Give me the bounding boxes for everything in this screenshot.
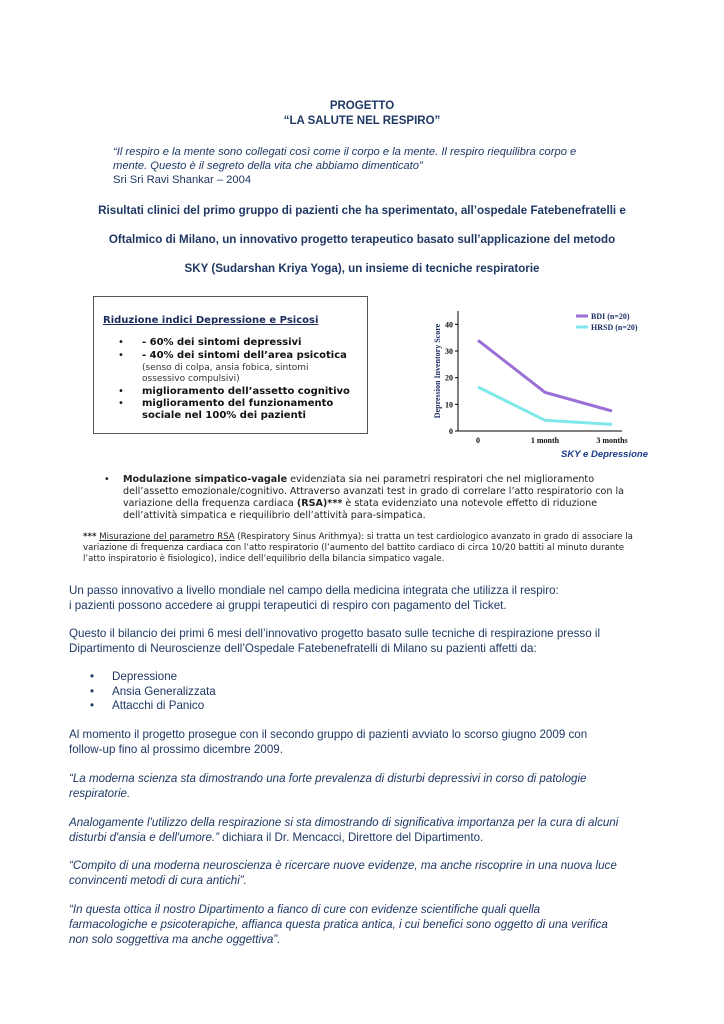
- paragraph-3-line-1: Al momento il progetto prosegue con il secondo gruppo di pazienti avviato lo scorso giugno 2009 con: [69, 728, 588, 741]
- quote-4-line-3: non solo soggettiva ma anche oggettiva”.: [69, 933, 281, 946]
- bullet-dot: •: [118, 350, 124, 361]
- modulation-line-1: Modulazione simpatico-vagale evidenziata sia nei parametri respiratori che nel miglioramento: [123, 474, 595, 485]
- quote-2-line-1: Analogamente l'utilizzo della respirazione si sta dimostrando di significativa importanza per la cura di alcuni: [69, 816, 619, 829]
- paragraph-3-line-2: follow-up fino al prossimo dicembre 2009.: [69, 743, 283, 756]
- results-box: Riduzione indici Depressione e Psicosi • - 60% dei sintomi depressivi • - 40% dei sintomi dell’area psicotica (senso di colpa, ansia fobica, sintomi ossessivo compulsivi) • miglioramento dell’assetto cognitivo • miglioramento del funzionamento sociale nel 100% dei pazienti: [93, 296, 368, 434]
- paragraph-1-line-1: Un passo innovativo a livello mondiale nel campo della medicina integrata che utilizza il respiro:: [69, 584, 559, 597]
- y-tick-label: 20: [445, 373, 453, 383]
- paragraph-1-line-2: i pazienti possono accedere ai gruppi terapeutici di respiro con pagamento del Ticket.: [69, 599, 507, 612]
- y-tick-label: 0: [449, 427, 453, 436]
- modulation-bullet-dot: •: [104, 474, 110, 485]
- y-tick-label: 40: [445, 320, 453, 330]
- chart-caption: SKY e Depressione: [561, 449, 648, 460]
- quote-3-line-1: “Compito di una moderna neuroscienza è ricercare nuove evidenze, ma anche riscoprire in una nuova luce: [69, 859, 617, 872]
- headline-line-2: Oftalmico di Milano, un innovativo progetto terapeutico basato sull’applicazione del metodo: [108, 233, 616, 246]
- quote-4-line-1: “In questa ottica il nostro Dipartimento a fianco di cure con evidenze scientifiche quali quella: [69, 903, 541, 916]
- bullet-dot: •: [118, 386, 124, 397]
- bullet-dot: •: [90, 685, 95, 698]
- quote-3-line-2: convincenti metodi di cura antichi”.: [69, 874, 247, 887]
- y-axis-title: Depression Inventory Score: [433, 323, 442, 419]
- rsa-note-line-2: variazione di frequenza cardiaca con l’atto respiratorio (l’aumento del battito cardiaco di circa 10/20 battiti al minuto durante: [83, 543, 625, 553]
- x-tick-label: 0: [476, 436, 480, 445]
- y-tick-label: 10: [445, 400, 453, 410]
- modulation-line-2: dell’assetto emozionale/cognitivo. Attraverso avanzati test in grado di correlare l’atto respiratorio con la: [123, 486, 625, 497]
- legend-label-2: HRSD (n=20): [591, 323, 638, 332]
- rsa-note-line-1: *** Misurazione del parametro RSA (Respiratory Sinus Arithmya): si tratta un test cardiologico avanzato in grado di associare la: [83, 532, 633, 542]
- quote-1-line-1: “La moderna scienza sta dimostrando una forte prevalenza di disturbi depressivi in corso di patologie: [69, 772, 587, 785]
- quote-4-line-2: farmacologiche e psicoterapiche, affianca questa pratica antica, i cui benefici sono oggetto di una verifica: [69, 918, 608, 931]
- project-label: PROGETTO: [329, 100, 395, 112]
- project-title: “LA SALUTE NEL RESPIRO”: [283, 115, 441, 127]
- quote-author: Sri Sri Ravi Shankar – 2004: [113, 174, 252, 186]
- bullet-dot: •: [118, 398, 124, 409]
- depression-chart: [428, 300, 664, 465]
- bullet-dot: •: [90, 699, 95, 712]
- series-line-1: [478, 340, 612, 411]
- modulation-line-4: dell’attività simpatica e riequilibrio dell’attività para-simpatica.: [123, 510, 426, 521]
- headline-line-1: Risultati clinici del primo gruppo di pazienti che ha sperimentato, all’ospedale Fatebenefratelli e: [98, 204, 626, 217]
- quote-line-1: “Il respiro e la mente sono collegati così come il corpo e la mente. Il respiro riequilibra corpo e: [113, 146, 577, 158]
- quote-2-line-2: disturbi d'ansia e dell'umore.” dichiara il Dr. Mencacci, Direttore del Dipartimento.: [69, 831, 484, 844]
- bullet-dot: •: [90, 670, 95, 683]
- rsa-note-line-3: l’atto inspiratorio è fisiologico), indice dell’equilibrio della bilancia simpatico vagale.: [83, 554, 445, 564]
- legend-label-1: BDI (n=20): [591, 312, 630, 321]
- bullet-dot: •: [118, 337, 124, 348]
- paragraph-2-line-1: Questo il bilancio dei primi 6 mesi dell’innovativo progetto basato sulle tecniche di respirazione presso il: [69, 627, 601, 640]
- headline-line-3: SKY (Sudarshan Kriya Yoga), un insieme di tecniche respiratorie: [184, 262, 540, 275]
- quote-line-2: mente. Questo è il segreto della vita che abbiamo dimenticato”: [113, 160, 423, 172]
- results-box-title: Riduzione indici Depressione e Psicosi: [103, 315, 319, 326]
- quote-1-line-2: respiratorie.: [69, 787, 131, 800]
- paragraph-2-line-2: Dipartimento di Neuroscienze dell’Ospedale Fatebenefratelli di Milano su pazienti affetti da:: [69, 642, 537, 655]
- x-tick-label: 1 month: [530, 436, 560, 445]
- modulation-line-3: variazione della frequenza cardiaca (RSA)*** è stata evidenziato una notevole effetto di riduzione: [123, 498, 598, 509]
- y-tick-label: 30: [445, 347, 453, 356]
- x-tick-label: 3 months: [596, 436, 628, 445]
